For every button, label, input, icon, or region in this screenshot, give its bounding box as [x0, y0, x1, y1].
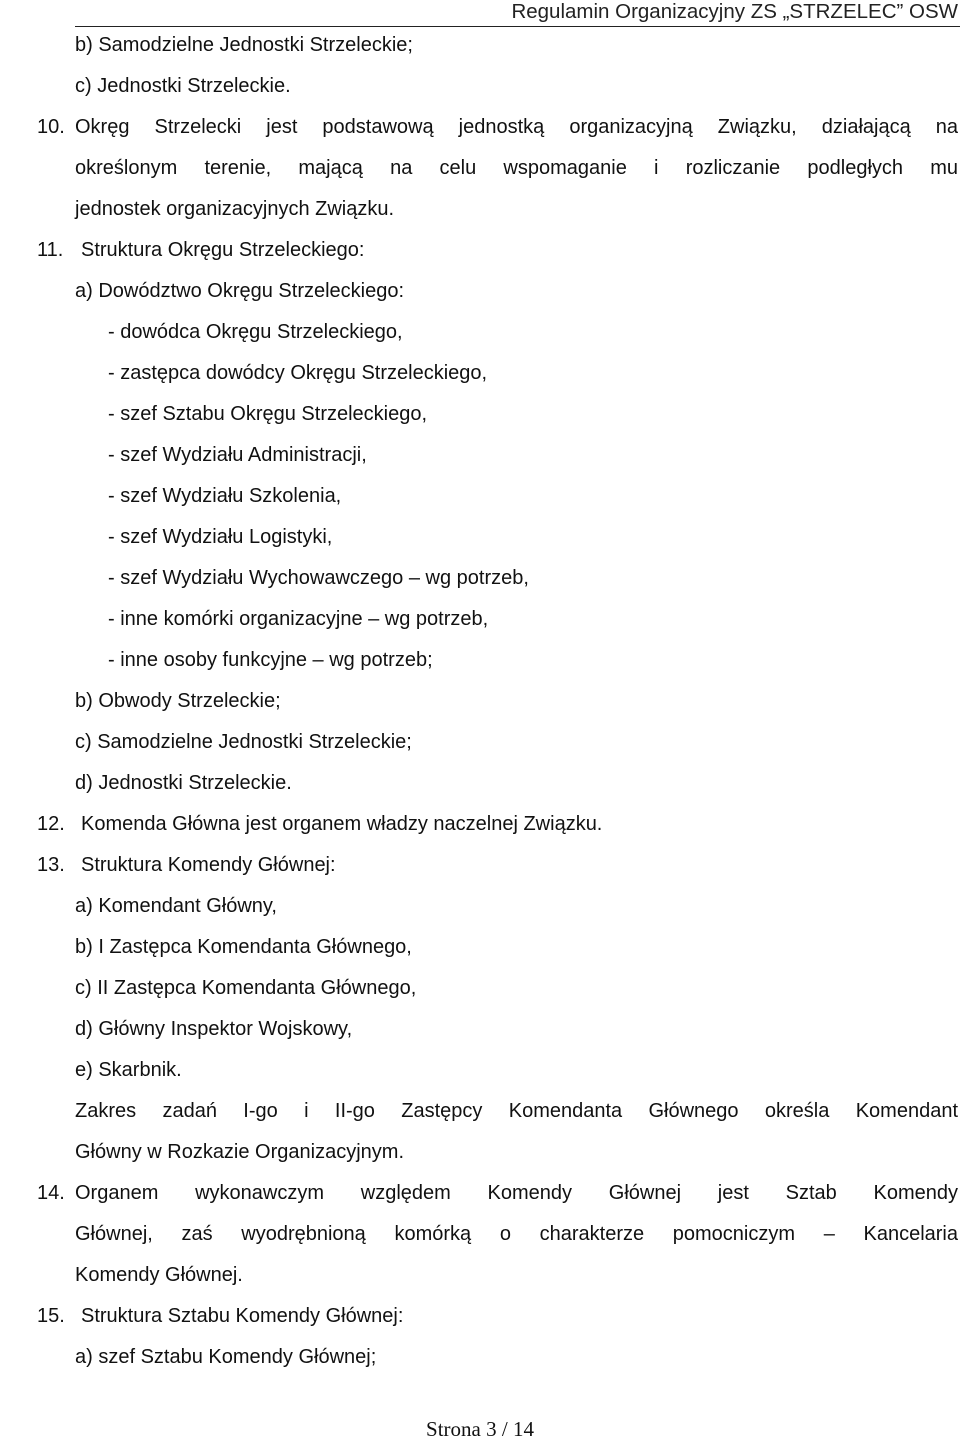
line-text: d) Główny Inspektor Wojskowy,: [75, 1018, 353, 1040]
text-line: [0, 148, 960, 189]
text-line: [0, 1050, 960, 1091]
line-text: Struktura Komendy Głównej:: [81, 854, 336, 876]
line-text: - inne komórki organizacyjne – wg potrzeb,: [108, 608, 489, 630]
numbered-paragraph-line: [0, 107, 960, 148]
line-text: Głównej, zaś wyodrębnioną komórką o charakterze pomocniczym – Kancelaria: [75, 1223, 958, 1245]
line-text: c) II Zastępca Komendanta Głównego,: [75, 977, 417, 999]
line-text: Główny w Rozkazie Organizacyjnym.: [75, 1141, 404, 1163]
text-line: [0, 599, 960, 640]
text-line: [0, 1091, 960, 1132]
document-header: Regulamin Organizacyjny ZS „STRZELEC” OSW: [511, 0, 958, 23]
text-line: [0, 558, 960, 599]
line-text: Struktura Okręgu Strzeleckiego:: [81, 239, 365, 261]
line-text: - zastępca dowódcy Okręgu Strzeleckiego,: [108, 362, 488, 384]
line-text: - szef Wydziału Szkolenia,: [108, 485, 342, 507]
text-line: [0, 476, 960, 517]
text-line: [0, 353, 960, 394]
numbered-paragraph-line: [0, 230, 960, 271]
line-text: b) I Zastępca Komendanta Głównego,: [75, 936, 412, 958]
text-line: [0, 968, 960, 1009]
text-line: [0, 1009, 960, 1050]
text-line: [0, 312, 960, 353]
line-text: b) Samodzielne Jednostki Strzeleckie;: [75, 34, 413, 56]
numbered-paragraph-line: [0, 845, 960, 886]
line-text: a) szef Sztabu Komendy Głównej;: [75, 1346, 377, 1368]
line-text: Zakres zadań I-go i II-go Zastępcy Komendanta Głównego określa Komendant: [75, 1100, 958, 1122]
text-line: [0, 66, 960, 107]
text-line: [0, 517, 960, 558]
page-body: [0, 25, 960, 1378]
line-text: określonym terenie, mającą na celu wspomaganie i rozliczanie podległych mu: [75, 157, 958, 179]
text-line: [0, 886, 960, 927]
paragraph-number: 10.: [37, 116, 65, 138]
line-text: - szef Wydziału Logistyki,: [108, 526, 333, 548]
paragraph-number: 14.: [37, 1182, 65, 1204]
text-line: [0, 271, 960, 312]
paragraph-number: 12.: [37, 813, 65, 835]
line-text: d) Jednostki Strzeleckie.: [75, 772, 292, 794]
text-line: [0, 681, 960, 722]
text-line: [0, 25, 960, 66]
line-text: - szef Wydziału Wychowawczego – wg potrzeb,: [108, 567, 529, 589]
line-text: Organem wykonawczym względem Komendy Głównej jest Sztab Komendy: [75, 1182, 958, 1204]
text-line: [0, 1255, 960, 1296]
text-line: [0, 640, 960, 681]
text-line: [0, 1214, 960, 1255]
line-text: - dowódca Okręgu Strzeleckiego,: [108, 321, 403, 343]
numbered-paragraph-line: [0, 1296, 960, 1337]
line-text: Struktura Sztabu Komendy Głównej:: [81, 1305, 404, 1327]
paragraph-number: 11.: [37, 239, 64, 261]
line-text: - inne osoby funkcyjne – wg potrzeb;: [108, 649, 433, 671]
line-text: Okręg Strzelecki jest podstawową jednostką organizacyjną Związku, działającą na: [75, 116, 958, 138]
line-text: Komendy Głównej.: [75, 1264, 243, 1286]
page-number: Strona 3 / 14: [426, 1417, 534, 1441]
text-line: [0, 435, 960, 476]
text-line: [0, 763, 960, 804]
line-text: a) Komendant Główny,: [75, 895, 277, 917]
text-line: [0, 1337, 960, 1378]
paragraph-number: 13.: [37, 854, 65, 876]
line-text: e) Skarbnik.: [75, 1059, 182, 1081]
text-line: [0, 189, 960, 230]
line-text: a) Dowództwo Okręgu Strzeleckiego:: [75, 280, 405, 302]
paragraph-number: 15.: [37, 1305, 65, 1327]
line-text: Komenda Główna jest organem władzy naczelnej Związku.: [81, 813, 603, 835]
line-text: jednostek organizacyjnych Związku.: [75, 198, 395, 220]
line-text: - szef Wydziału Administracji,: [108, 444, 367, 466]
numbered-paragraph-line: [0, 804, 960, 845]
line-text: - szef Sztabu Okręgu Strzeleckiego,: [108, 403, 428, 425]
text-line: [0, 1132, 960, 1173]
text-line: [0, 394, 960, 435]
text-line: [0, 722, 960, 763]
line-text: b) Obwody Strzeleckie;: [75, 690, 281, 712]
line-text: c) Samodzielne Jednostki Strzeleckie;: [75, 731, 412, 753]
text-line: [0, 927, 960, 968]
numbered-paragraph-line: [0, 1173, 960, 1214]
line-text: c) Jednostki Strzeleckie.: [75, 75, 291, 97]
